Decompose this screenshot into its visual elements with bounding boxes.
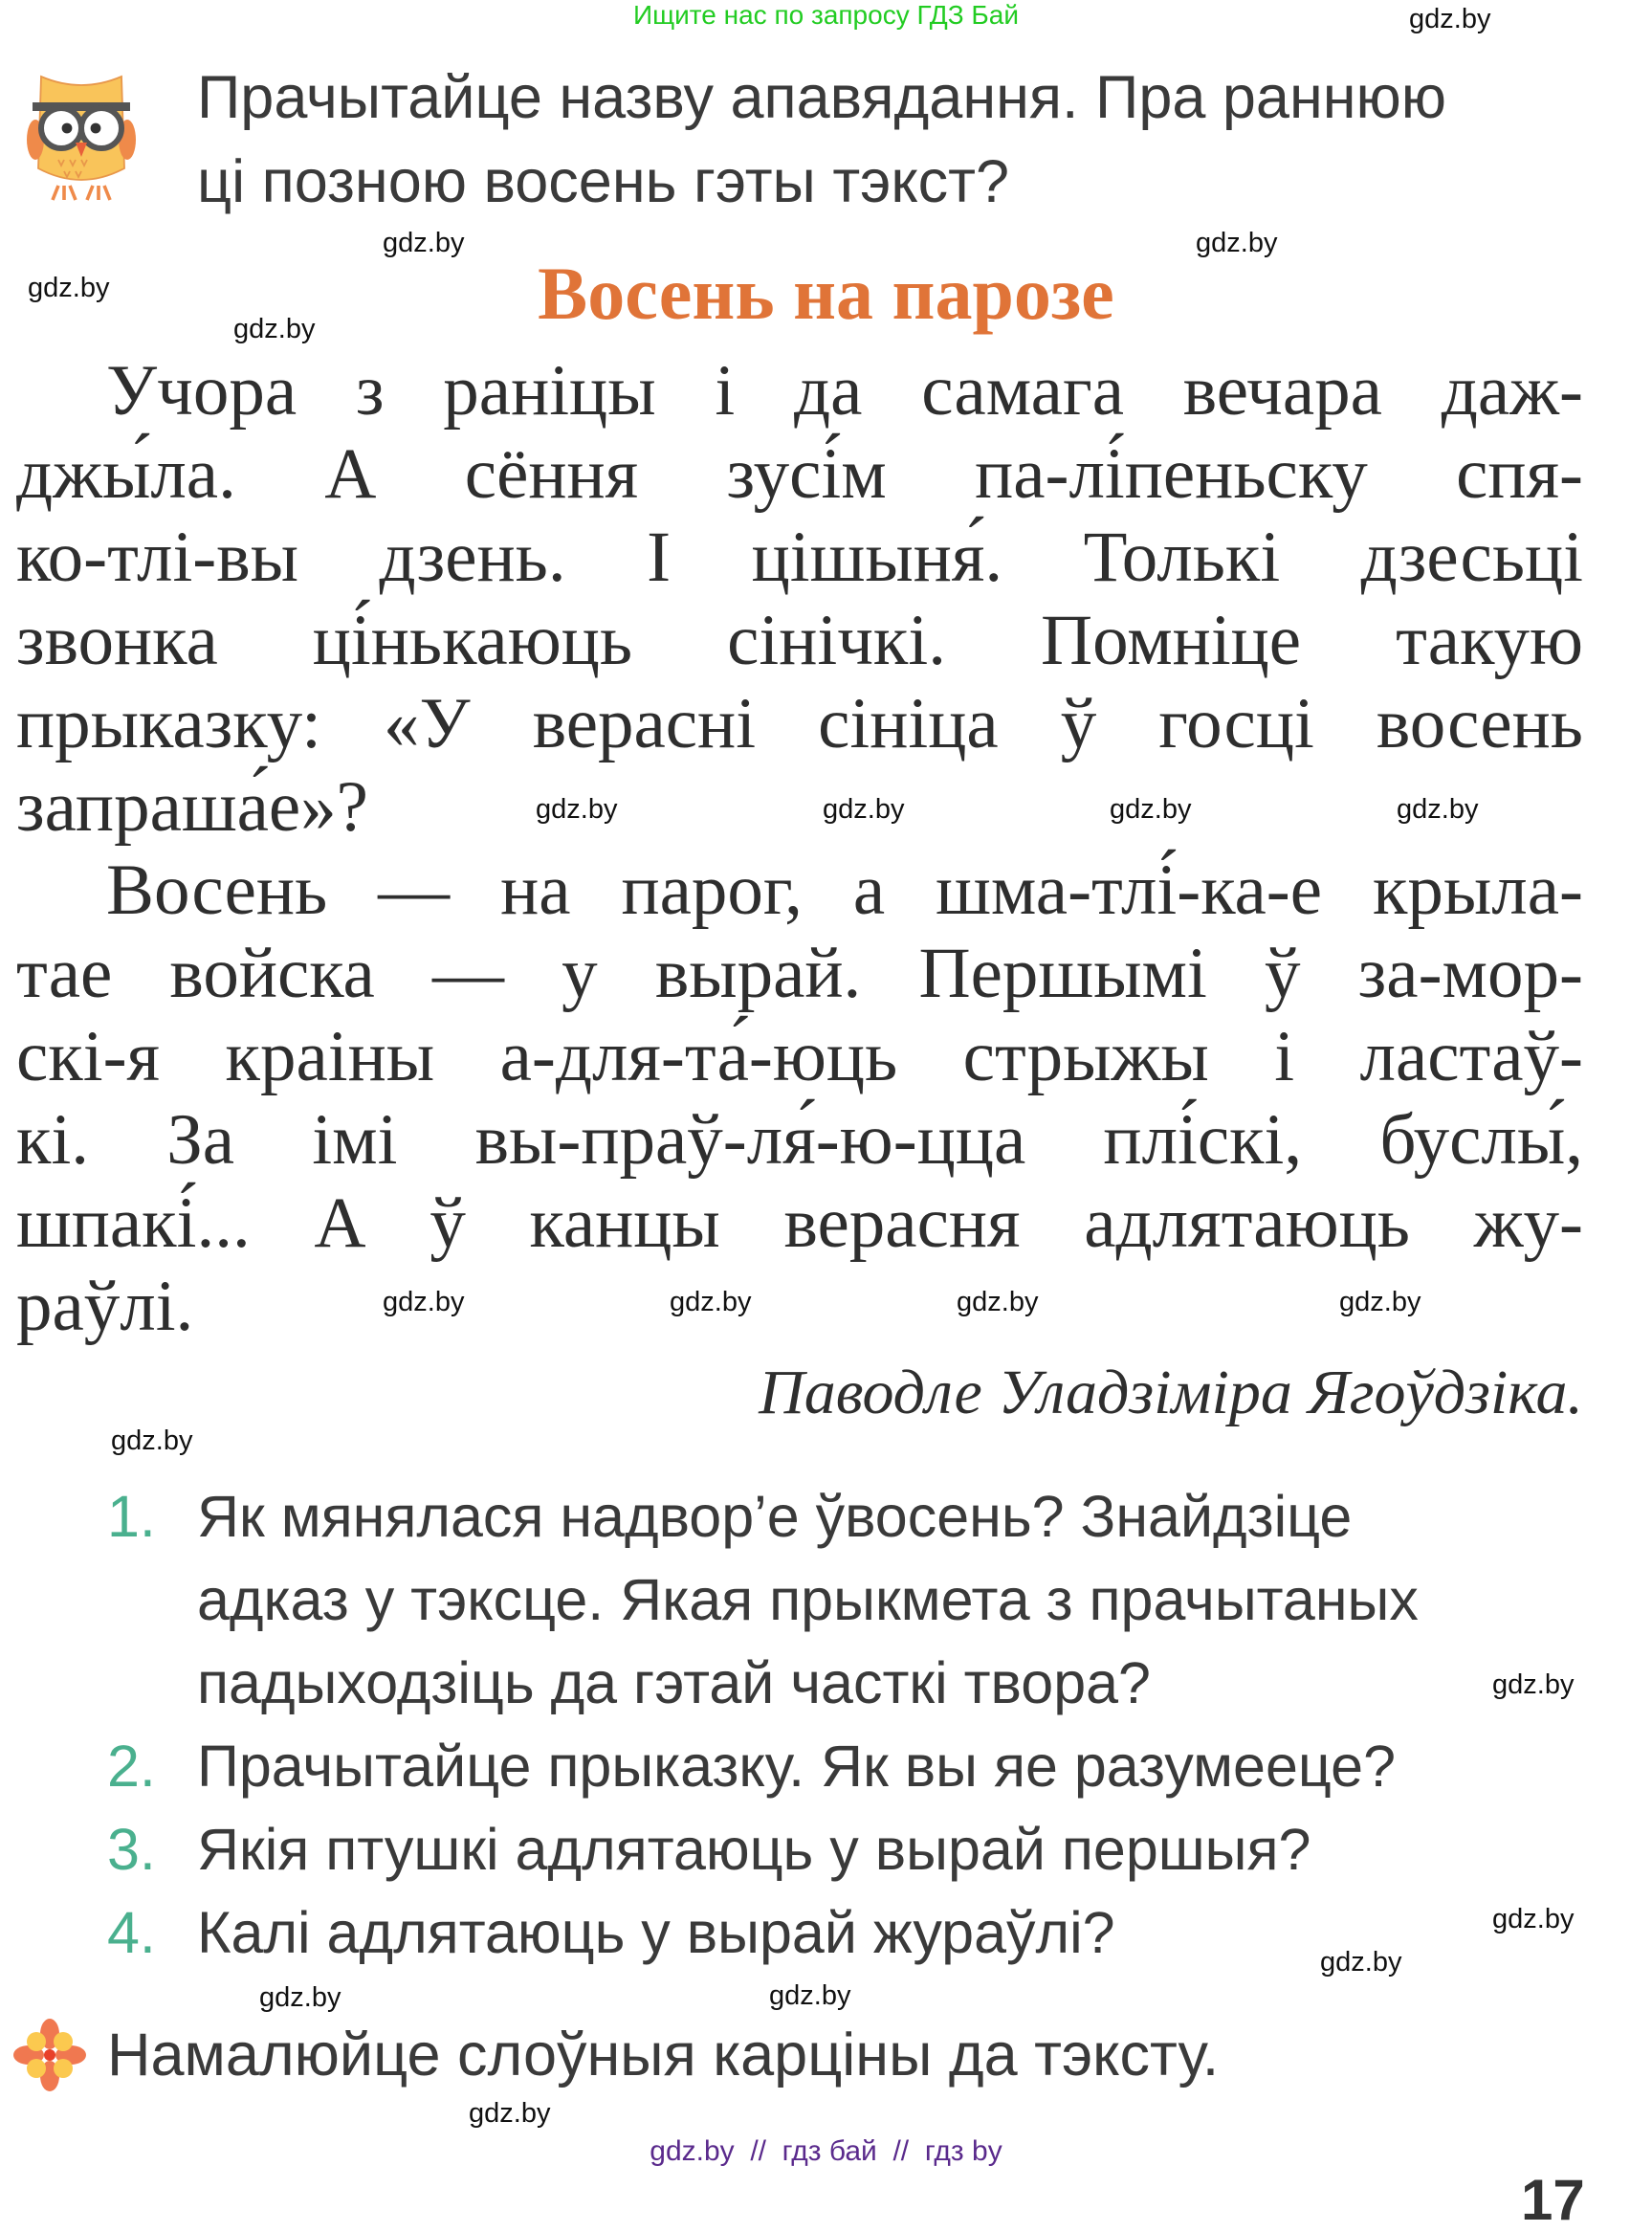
question-number: 4. (107, 1900, 156, 1965)
watermark: gdz.by (259, 1982, 341, 2013)
intro-line: Прачытайце назву апавядання. Пра раннюю (197, 64, 1447, 131)
story-line: раўлі. (16, 1267, 194, 1346)
watermark: gdz.by (536, 794, 618, 825)
watermark: gdz.by (28, 273, 110, 303)
question-number: 2. (107, 1734, 156, 1799)
watermark: gdz.by (1339, 1287, 1421, 1317)
story-line: Учора з раніцы і да самага вечара даж- (106, 351, 1583, 431)
story-line: запраша́е»? (16, 767, 368, 847)
story-text (16, 349, 1583, 1348)
watermark: gdz.by (1492, 1669, 1575, 1700)
question-line: Якія птушкі адлятаюць у вырай першыя? (197, 1817, 1311, 1882)
intro-question (197, 55, 1446, 224)
story-line: тае войска — у вырай. Першымі ў за-мор- (16, 934, 1583, 1013)
watermark: gdz.by (823, 794, 905, 825)
story-line: Восень — на парог, а шма-тлі́-ка-е крыла- (106, 851, 1583, 930)
watermark: gdz.by (1492, 1904, 1575, 1934)
watermark: gdz.by (1409, 4, 1491, 34)
flower-icon (11, 2017, 88, 2098)
story-line: джы́ла. А сёння зусі́м па-лі́пеньску спя- (16, 434, 1583, 514)
story-line: звонка ці́нькаюць сінічкі. Помніце такую (16, 601, 1583, 680)
page-number: 17 (1521, 2168, 1585, 2232)
watermark: gdz.by (670, 1287, 752, 1317)
owl-icon (10, 65, 153, 213)
story-line: кі. За імі вы-праў-ля́-ю-цца плі́скі, буслы́, (16, 1100, 1583, 1180)
question-line: адказ у тэксце. Якая прыкмета з прачытаных (197, 1567, 1419, 1632)
story-line: скі-я краіны а-для-та́-юць стрыжы і ластаў- (16, 1017, 1583, 1096)
footer-links[interactable]: gdz.by // гдз бай // гдз by (650, 2135, 1002, 2167)
question-number: 3. (107, 1817, 156, 1882)
watermark: gdz.by (1196, 228, 1278, 258)
drawing-task: Намалюйце слоўныя карціны да тэксту. (107, 2022, 1220, 2088)
watermark: gdz.by (383, 228, 465, 258)
story-line: шпакі́... А ў канцы верасня адлятаюць жу- (16, 1183, 1583, 1263)
watermark: gdz.by (383, 1287, 465, 1317)
question-line: падыходзіць да гэтай часткі твора? (197, 1650, 1151, 1715)
question-line: Як мянялася надвор’е ўвосень? Знайдзіце (197, 1484, 1353, 1549)
search-banner: Ищите нас по запросу ГДЗ Бай (632, 0, 1020, 30)
story-author: Паводле Уладзіміра Ягоўдзіка. (759, 1358, 1583, 1427)
watermark: gdz.by (111, 1425, 193, 1456)
story-line: ко-тлі-вы дзень. І цішыня́. Толькі дзесьці (16, 518, 1583, 597)
watermark: gdz.by (1110, 794, 1192, 825)
watermark: gdz.by (1320, 1947, 1402, 1978)
watermark: gdz.by (469, 2098, 551, 2129)
question-number: 1. (107, 1484, 156, 1549)
story-title: Восень на парозе (538, 252, 1114, 335)
watermark: gdz.by (957, 1287, 1039, 1317)
watermark: gdz.by (1397, 794, 1479, 825)
question-line: Прачытайце прыказку. Як вы яе разумееце? (197, 1734, 1397, 1799)
story-line: прыказку: «У верасні сініца ў госці восень (16, 684, 1583, 763)
intro-line: ці позною восень гэты тэкст? (197, 148, 1009, 215)
watermark: gdz.by (233, 314, 316, 344)
question-line: Калі адлятаюць у вырай жураўлі? (197, 1900, 1115, 1965)
watermark: gdz.by (769, 1980, 851, 2011)
